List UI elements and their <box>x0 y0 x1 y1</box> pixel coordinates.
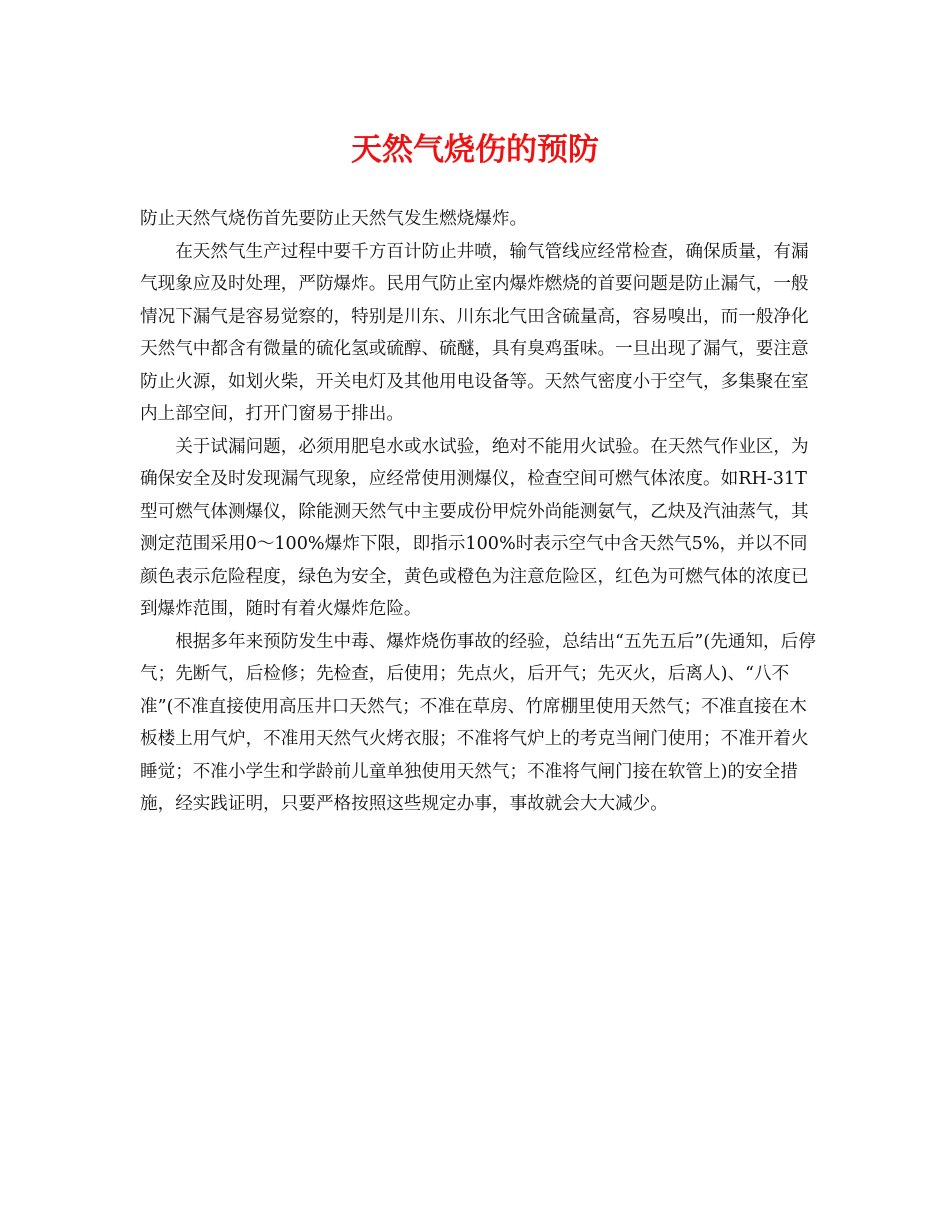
paragraph-safety-rules: 根据多年来预防发生中毒、爆炸烧伤事故的经验，总结出“五先五后”(先通知，后停气；先断气，后检修；先检查，后使用；先点火，后开气；先灭火，后离人)、“八不准”(不准直接使用高压井口天然气；不准在草房、竹席棚里使用天然气；不准直接在木板楼上用气炉，不准用天然气火烤衣服；不准将气炉上的考克当闸门使用；不准开着火睡觉；不准小学生和学龄前儿童单独使用天然气；不准将气闸门接在软管上)的安全措施，经实践证明，只要严格按照这些规定办事，事故就会大大减少。 <box>140 631 816 814</box>
document-body <box>140 203 824 821</box>
paragraph-intro: 防止天然气烧伤首先要防止天然气发生燃烧爆炸。 <box>140 209 528 229</box>
paragraph-leak-testing: 关于试漏问题，必须用肥皂水或水试验，绝对不能用火试验。在天然气作业区，为确保安全及时发现漏气现象，应经常使用测爆仪，检查空间可燃气体浓度。如RH-31T型可燃气体测爆仪，除能测天然气中主要成份甲烷外尚能测氨气，乙炔及汽油蒸气，其测定范围采用0～100%爆炸下限，即指示100%时表示空气中含天然气5%，并以不同颜色表示危险程度，绿色为安全，黄色或橙色为注意危险区，红色为可燃气体的浓度已到爆炸范围，随时有着火爆炸危险。 <box>140 436 809 619</box>
paragraph-production-leak-prevention: 在天然气生产过程中要千方百计防止井喷，输气管线应经常检查，确保质量，有漏气现象应及时处理，严防爆炸。民用气防止室内爆炸燃烧的首要问题是防止漏气，一般情况下漏气是容易觉察的，特别是川东、川东北气田含硫量高，容易嗅出，而一般净化天然气中都含有微量的硫化氢或硫醇、硫醚，具有臭鸡蛋味。一旦出现了漏气，要注意防止火源，如划火柴，开关电灯及其他用电设备等。天然气密度小于空气，多集聚在室内上部空间，打开门窗易于排出。 <box>140 241 809 424</box>
document-title: 天然气烧伤的预防 <box>351 132 599 168</box>
